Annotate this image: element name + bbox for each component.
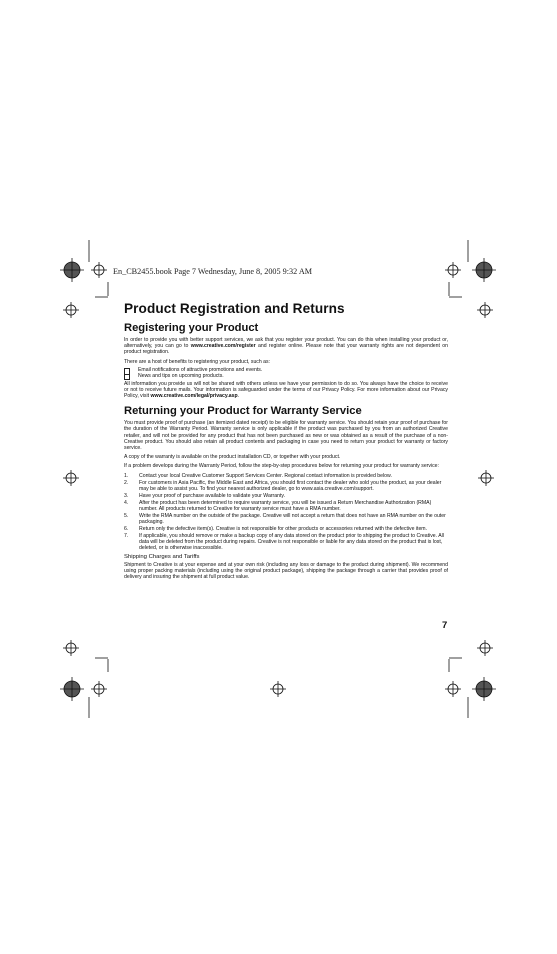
crosshair-right-middle — [478, 470, 494, 486]
crosshair-left-lower — [63, 640, 79, 656]
list-item: Email notifications of attractive promotions and events. — [124, 368, 448, 374]
list-item: 5. Write the RMA number on the outside of the package. Creative will not accept a return that does not have an RMA number on the outer packaging. — [124, 512, 446, 525]
list-item: 3. Have your proof of purchase available to validate your Warranty. — [124, 492, 286, 499]
page-content — [124, 301, 448, 583]
page-header: En_CB2455.book Page 7 Wednesday, June 8, 2005 9:32 AM — [113, 267, 313, 276]
crosshair-bottom-center — [270, 681, 286, 697]
list-item: 2. For customers in Asia Pacific, the Middle East and Africa, you should first contact the dealer who sold you the product, as your dealer may be able to assist you. To find your nearest authorized dealer, go to www.asia.creative.com/support. — [124, 479, 442, 492]
shipping-paragraph: Shipment to Creative is at your expense and at your own risk (including any loss or damage to the product during shipment). We recommend using proper packing materials (including using the original product package), shipping the package through a carrier that provides proof of delivery and insuring the shipment at full product value. — [124, 561, 448, 581]
dark-target-bottom-right — [472, 677, 496, 701]
privacy-paragraph: All information you provide us will not be shared with others unless we have your permission to do so. You always have the choice to receive or not to receive future mails. Your information is safeguarded under the terms of our Privacy Policy. For more information about our Privacy Policy, visit www.creative.com/legal/privacy.asp. — [124, 380, 448, 400]
crosshair-right-upper — [477, 302, 493, 318]
list-item: 7. If applicable, you should remove or make a backup copy of any data stored on the product prior to shipping the product to Creative. All data will be deleted from the product during repairs. Creative is not responsible or liable for any data stored on the product that is lost, deleted, or is otherwise inaccessible. — [124, 532, 444, 551]
register-url: www.creative.com/register — [190, 343, 256, 350]
registering-paragraph: In order to provide you with better support services, we ask that you register your product. You can do this when installing your product or, alternatively, you can go to www.creative.com/register and register online. Please note that your warranty rights are not dependent on product registration. — [124, 337, 449, 356]
crosshair-right-lower — [477, 640, 493, 656]
dark-target-top-left — [60, 258, 84, 282]
crosshair-top-left — [91, 262, 107, 278]
list-item: News and tips on upcoming products. — [124, 374, 448, 380]
crosshair-bottom-left — [91, 681, 107, 697]
return-steps-list — [124, 473, 448, 551]
crosshair-top-right — [445, 262, 461, 278]
page-number: 7 — [442, 620, 448, 631]
crosshair-bottom-right — [445, 681, 461, 697]
procedure-intro: If a problem develops during the Warranty Period, follow the step-by-step procedures below for returning your product for warranty service: — [124, 463, 439, 470]
section-registering-heading: Registering your Product — [124, 322, 259, 334]
warranty-copy-paragraph: A copy of the warranty is available on the product installation CD, or together with your product. — [124, 454, 341, 461]
list-item: 4. After the product has been determined to require warranty service, you will be issued a Return Merchandise Authorization (RMA) number. All products returned to Creative for warranty service must have a RMA number. — [124, 499, 432, 512]
shipping-subheading: Shipping Charges and Tariffs — [124, 553, 200, 560]
dark-target-top-right — [472, 258, 496, 282]
section-returning-heading: Returning your Product for Warranty Service — [124, 405, 362, 418]
crosshair-left-upper — [63, 302, 79, 318]
privacy-url: www.creative.com/legal/privacy.asp — [150, 393, 238, 400]
dark-target-bottom-left — [60, 677, 84, 701]
page-title: Product Registration and Returns — [124, 301, 345, 316]
checkbox-icon — [124, 374, 130, 380]
list-item: 1. Contact your local Creative Customer Support Services Center. Regional contact information is provided below. — [124, 472, 392, 479]
list-item: 6. Return only the defective item(s). Creative is not responsible for other products or accessories returned with the defective item. — [124, 525, 428, 532]
crosshair-left-middle — [63, 470, 79, 486]
benefits-list — [124, 368, 448, 380]
proof-of-purchase-paragraph: You must provide proof of purchase (an itemized dated receipt) to be eligible for warranty service. You should retain your proof of purchase for the duration of the Warranty Period. Warranty service is only applicable if the product was purchased by you from an authorized Creative retailer, and will not be provided for any product that has not been purchased as new or was obtained as a result of the purchase of a non-Creative product. You should also retain all product contents and packaging in case you need to return your product for warranty or factory service. — [124, 420, 448, 452]
benefits-intro: There are a host of benefits to registering your product, such as: — [124, 358, 271, 365]
